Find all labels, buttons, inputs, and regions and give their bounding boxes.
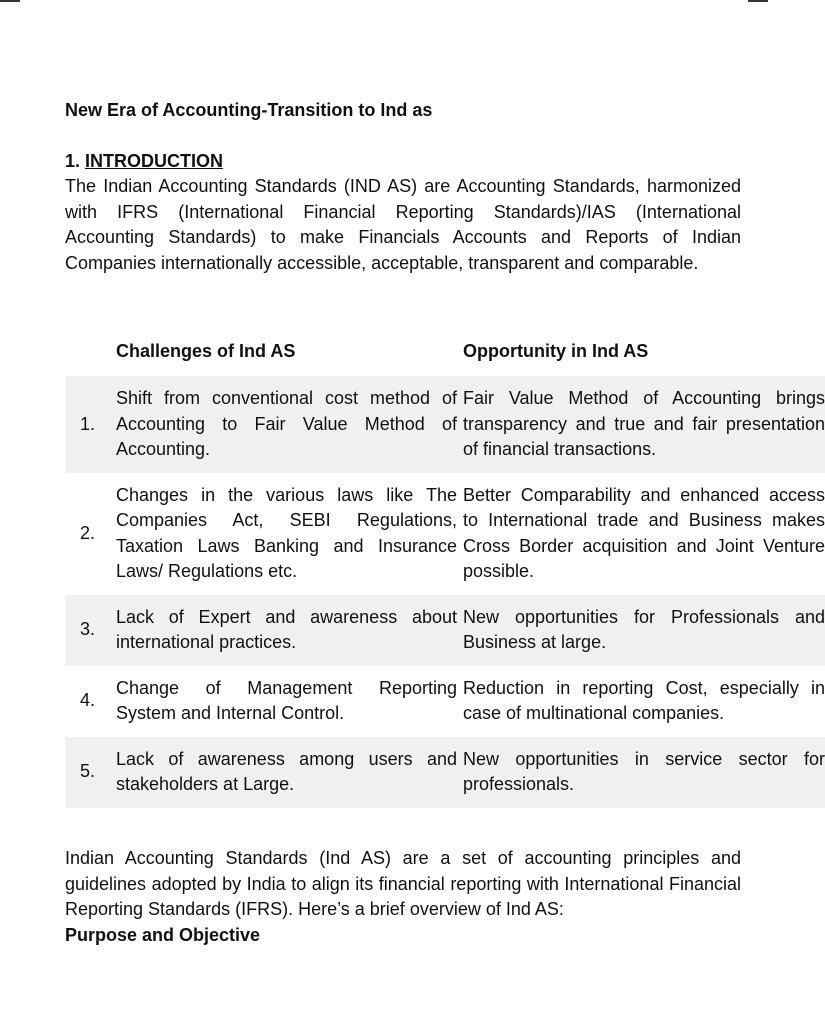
section-heading-text: INTRODUCTION (85, 151, 224, 171)
table-header-row (65, 330, 825, 376)
opportunity-cell: Better Comparability and enhanced access to International trade and Business makes Cross Border acquisition and Joint Venture possible. (463, 484, 825, 581)
header-opportunity: Opportunity in Ind AS (463, 340, 649, 361)
challenge-cell: Shift from conventional cost method of Accounting to Fair Value Method of Accounting. (116, 376, 463, 473)
page-corner-mark-right (748, 0, 768, 2)
opportunity-cell: New opportunities for Professionals and Business at large. (463, 595, 825, 666)
challenges-opportunities-table (65, 330, 825, 808)
table-row (65, 595, 825, 666)
challenge-cell: Change of Management Reporting System and Internal Control. (116, 677, 457, 723)
row-number: 3. (65, 595, 116, 666)
document-body (65, 98, 741, 276)
opportunity-cell: Fair Value Method of Accounting brings transparency and true and fair presentation of financial transactions. (463, 376, 825, 473)
row-number: 2. (79, 522, 95, 543)
row-number: 4. (79, 690, 95, 711)
row-number: 1. (65, 376, 116, 473)
challenge-cell: Lack of Expert and awareness about international practices. (116, 595, 463, 666)
section-number: 1. (65, 151, 81, 171)
challenges-opportunities-table-wrapper (65, 330, 825, 808)
table-row (65, 376, 825, 473)
purpose-subheading: Purpose and Objective (65, 924, 261, 945)
overview-paragraph: Indian Accounting Standards (Ind AS) are a set of accounting principles and guidelines adopted by India to align its financial reporting with International Financial Reporting Standards (IFRS). Here’s a brief overview of Ind AS: (65, 848, 741, 919)
document-title: New Era of Accounting-Transition to Ind as (65, 100, 433, 120)
opportunity-cell: Reduction in reporting Cost, especially in case of multinational companies. (463, 677, 825, 723)
table-row (65, 666, 825, 737)
header-number (65, 330, 116, 376)
header-challenges: Challenges of Ind AS (116, 340, 296, 361)
section-heading (65, 149, 741, 174)
intro-paragraph: The Indian Accounting Standards (IND AS) are Accounting Standards, harmonized with IFRS (International Financial Reporting Standards)/IAS (International Accounting Standards) to make Financials Accounts and Reports of Indian Companies internationally accessible, acceptable, transparent and comparable. (65, 176, 741, 273)
opportunity-cell: New opportunities in service sector for professionals. (463, 737, 825, 808)
page-corner-mark-left (0, 0, 20, 2)
overview-section (65, 846, 741, 948)
table-row (65, 737, 825, 808)
challenge-cell: Lack of awareness among users and stakeholders at Large. (116, 737, 463, 808)
challenge-cell: Changes in the various laws like The Companies Act, SEBI Regulations, Taxation Laws Banking and Insurance Laws/ Regulations etc. (116, 484, 457, 581)
row-number: 5. (65, 737, 116, 808)
table-row (65, 473, 825, 595)
